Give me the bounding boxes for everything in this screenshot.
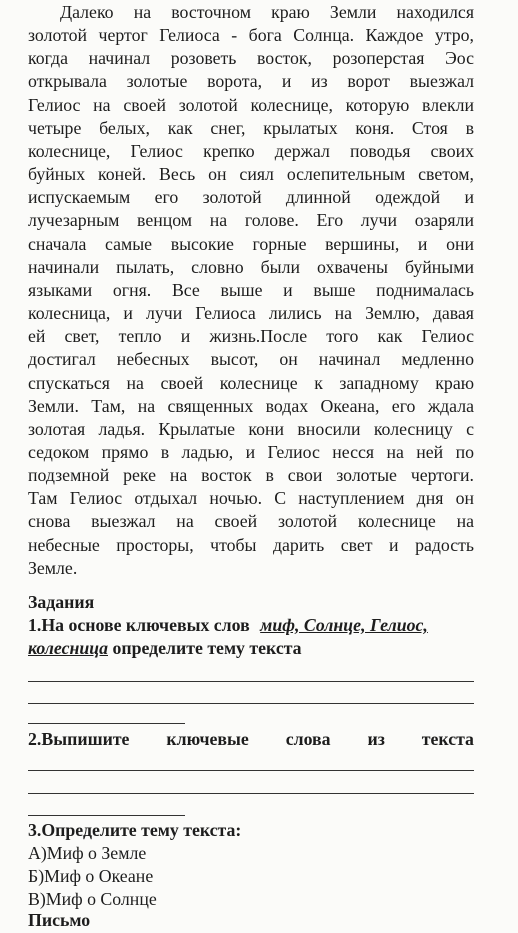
paragraph-line: Земле. (28, 557, 78, 578)
task-1-line-1 (28, 615, 428, 636)
answer-line[interactable] (28, 723, 185, 724)
answer-line[interactable] (28, 793, 474, 794)
task-2 (28, 729, 474, 750)
task-1-keyword-kolesnitsa: колесница (28, 638, 108, 658)
task-2-word: текста (421, 729, 474, 749)
task-2-word: ключевые (166, 729, 249, 749)
footer-pismo: Письмо (28, 910, 91, 930)
answer-line[interactable] (28, 681, 474, 682)
story-paragraph (28, 1, 474, 580)
paragraph-line: открывала золотые ворота, и из ворот выезжал (28, 71, 474, 92)
paragraph-line: сначала самые высокие горные вершины, и они (28, 233, 474, 254)
paragraph-line: когда начинал розоветь восток, розоперстая Эос (28, 48, 474, 69)
answer-line[interactable] (28, 815, 185, 816)
answer-line[interactable] (28, 703, 474, 704)
tasks-heading: Задания (28, 592, 95, 612)
task-2-text (28, 729, 474, 750)
paragraph-line: достигал небесных высот, он начинал медленно (28, 349, 474, 370)
paragraph-line: испускаемым его золотой длинной одеждой и (28, 187, 474, 208)
paragraph-line: начинали пылать, словно были охвачены буйными (28, 256, 474, 277)
task-3-option-b[interactable]: Б)Миф о Океане (28, 866, 154, 886)
paragraph-line: колесница, и лучи Гелиоса лились на Землю, давая (28, 303, 474, 324)
task-1-keywords: миф, Солнце, Гелиос, (260, 615, 428, 635)
paragraph-line: седоком прямо в ладью, и Гелиос несся на ней по (28, 441, 474, 462)
task-2-word: слова (285, 729, 331, 749)
task-3-option-c[interactable]: В)Миф о Солнце (28, 889, 157, 909)
task-3-option-a[interactable]: А)Миф о Земле (28, 843, 147, 863)
paragraph-line: Далеко на восточном краю Земли находился (60, 2, 474, 22)
paragraph-line: золотая ладья. Крылатые кони вносили колесницу с (28, 418, 474, 439)
task-1-suffix: определите тему текста (112, 638, 302, 658)
paragraph-line: колеснице, Гелиос крепко держал поводья своих (28, 140, 474, 161)
paragraph-line: Гелиос на своей золотой колеснице, которую влекли (28, 94, 474, 115)
paragraph-line: небесные просторы, чтобы дарить свет и радость (28, 534, 474, 555)
paragraph-line: буйных коней. Весь он сиял ослепительным светом, (28, 164, 474, 185)
task-2-word: 2.Выпишите (28, 729, 130, 749)
task-3-question: 3.Определите тему текста: (28, 820, 242, 840)
paragraph-line: Там Гелиос отдыхал ночью. С наступлением дня он (28, 488, 474, 509)
paragraph-line: ей свет, тепло и жизнь.После того как Гелиос (28, 326, 474, 347)
task-2-word: из (367, 729, 385, 749)
paragraph-line: лучезарным венцом на голове. Его лучи озаряли (28, 210, 474, 231)
paragraph-line: спускаться на своей колеснице к западному краю (28, 372, 474, 393)
paragraph-line: подземной реке на восток в свои золотые чертоги. (28, 465, 474, 486)
paragraph-line: снова выезжал на своей золотой колеснице на (28, 511, 474, 532)
answer-line[interactable] (28, 770, 474, 771)
paragraph-line: золотой чертог Гелиоса - бога Солнца. Каждое утро, (28, 25, 474, 46)
task-1-prefix: 1.На основе ключевых слов (28, 615, 250, 635)
paragraph-line: четыре белых, как снег, крылатых коня. Стоя в (28, 117, 474, 138)
paragraph-line: Земли. Там, на священных водах Океана, его ждала (28, 395, 474, 416)
task-1-line-2 (28, 638, 302, 659)
paragraph-line: языками огня. Все выше и выше поднималась (28, 279, 474, 300)
